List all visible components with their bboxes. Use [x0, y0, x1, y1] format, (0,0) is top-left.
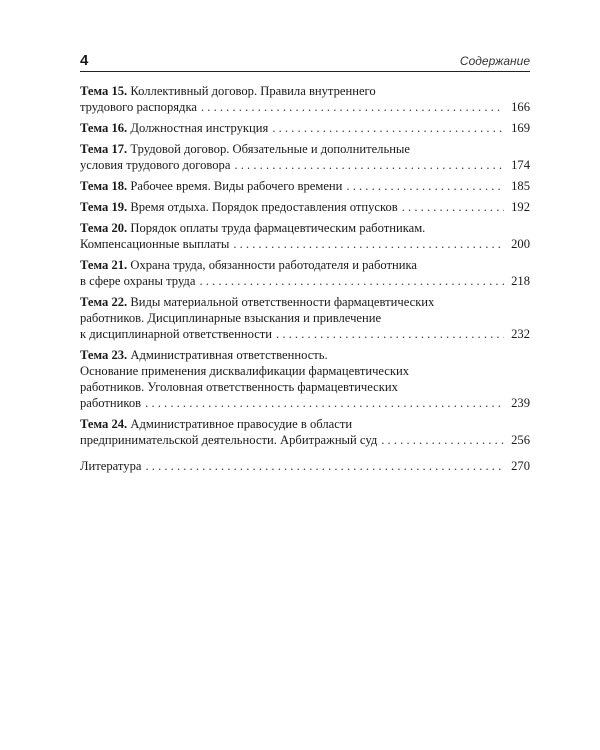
toc-entry-label: Тема 16.	[80, 121, 128, 135]
dot-leader	[233, 236, 504, 252]
toc-entry-last-line	[80, 326, 530, 342]
toc-entry-line	[80, 294, 530, 310]
toc-entry	[80, 257, 530, 289]
toc-entry-text	[80, 432, 377, 448]
toc-entry-text	[80, 99, 197, 115]
toc-entry-line	[80, 141, 530, 157]
toc-entry-label: Тема 19.	[80, 200, 128, 214]
toc-entry-last-line	[80, 157, 530, 173]
dot-leader	[402, 199, 504, 215]
toc-entry-line	[80, 379, 530, 395]
toc-entry-label: Тема 15.	[80, 84, 128, 98]
toc-entry-text	[80, 199, 398, 215]
toc-entry	[80, 220, 530, 252]
toc-entry-page: 192	[511, 200, 530, 214]
toc-entry-text	[80, 348, 328, 362]
toc-entry-last-line	[80, 120, 530, 136]
toc-entry-text	[80, 178, 342, 194]
toc-entry-title-line: Компенсационные выплаты	[80, 237, 230, 251]
toc-entry-page: 232	[511, 327, 530, 341]
toc-entry-title-line: условия трудового договора	[80, 158, 231, 172]
running-head: Содержание	[459, 54, 530, 68]
toc-entry-text	[80, 326, 272, 342]
dot-leader	[145, 458, 504, 474]
toc-entry-label: Тема 17.	[80, 142, 128, 156]
toc-entry-line	[80, 363, 530, 379]
table-of-contents	[80, 83, 530, 479]
toc-entry-page: 200	[511, 237, 530, 251]
toc-entry-title-line: Литература	[80, 459, 142, 473]
toc-entry	[80, 141, 530, 173]
toc-entry-line	[80, 347, 530, 363]
toc-entry-text	[80, 295, 434, 309]
toc-entry-title-line: в сфере охраны труда	[80, 274, 196, 288]
toc-entry-text	[80, 395, 141, 411]
dot-leader	[199, 273, 504, 289]
toc-entry-page: 218	[511, 274, 530, 288]
toc-entry-page: 256	[511, 433, 530, 447]
toc-entry-last-line	[80, 395, 530, 411]
toc-entry-text	[80, 273, 195, 289]
toc-entry	[80, 83, 530, 115]
toc-entry-text	[80, 236, 229, 252]
toc-entry-title-line: Охрана труда, обязанности работодателя и работника	[130, 258, 418, 272]
toc-entry	[80, 294, 530, 342]
toc-entry-title-line: Административная ответственность.	[130, 348, 328, 362]
toc-entry-title-line: работников. Уголовная ответственность фармацевтических	[80, 380, 398, 394]
toc-entry-last-line	[80, 432, 530, 448]
toc-entry	[80, 199, 530, 215]
toc-entry-label: Тема 18.	[80, 179, 128, 193]
toc-entry-last-line	[80, 178, 530, 194]
toc-entry-page: 239	[511, 396, 530, 410]
dot-leader	[276, 326, 504, 342]
toc-entry-text	[80, 458, 141, 474]
toc-entry-last-line	[80, 273, 530, 289]
toc-entry	[80, 416, 530, 448]
toc-entry-title-line: Основание применения дисквалификации фармацевтических	[80, 364, 410, 378]
page-number: 4	[80, 52, 89, 69]
toc-entry-line	[80, 83, 530, 99]
toc-entry-text	[80, 120, 268, 136]
toc-entry-title-line: работников	[80, 396, 142, 410]
toc-entry-text	[80, 311, 381, 325]
toc-entry-line	[80, 416, 530, 432]
toc-entry-text	[80, 157, 230, 173]
toc-entry-title-line: трудового распорядка	[80, 100, 197, 114]
toc-entry-title-line: Трудовой договор. Обязательные и дополнительные	[130, 142, 410, 156]
dot-leader	[346, 178, 504, 194]
dot-leader	[201, 99, 504, 115]
toc-entry	[80, 347, 530, 411]
toc-entry-label: Тема 24.	[80, 417, 128, 431]
toc-entry-title-line: Виды материальной ответственности фармацевтических	[130, 295, 435, 309]
toc-entry-title-line: работников. Дисциплинарные взыскания и привлечение	[80, 311, 382, 325]
toc-entry-title-line: предпринимательской деятельности. Арбитражный суд	[80, 433, 378, 447]
toc-entry-page: 166	[511, 100, 530, 114]
toc-entry-label: Тема 20.	[80, 221, 128, 235]
toc-entry	[80, 458, 530, 474]
toc-entry	[80, 178, 530, 194]
toc-entry-label: Тема 21.	[80, 258, 128, 272]
toc-entry-title-line: Рабочее время. Виды рабочего времени	[130, 179, 343, 193]
toc-entry-page: 174	[511, 158, 530, 172]
toc-entry-last-line	[80, 236, 530, 252]
toc-entry-title-line: к дисциплинарной ответственности	[80, 327, 273, 341]
dot-leader	[272, 120, 504, 136]
toc-entry-title-line: Коллективный договор. Правила внутреннего	[130, 84, 376, 98]
toc-entry	[80, 120, 530, 136]
toc-entry-last-line	[80, 99, 530, 115]
toc-entry-last-line	[80, 458, 530, 474]
toc-entry-title-line: Административное правосудие в области	[130, 417, 353, 431]
dot-leader	[145, 395, 504, 411]
toc-entry-page: 169	[511, 121, 530, 135]
toc-entry-label: Тема 22.	[80, 295, 128, 309]
toc-entry-page: 270	[511, 459, 530, 473]
toc-entry-text	[80, 84, 376, 98]
toc-entry-line	[80, 220, 530, 236]
toc-entry-title-line: Время отдыха. Порядок предоставления отпусков	[130, 200, 398, 214]
toc-entry-line	[80, 257, 530, 273]
toc-entry-title-line: Порядок оплаты труда фармацевтическим работникам.	[130, 221, 426, 235]
toc-entry-line	[80, 310, 530, 326]
toc-entry-text	[80, 258, 417, 272]
dot-leader	[381, 432, 504, 448]
toc-entry-title-line: Должностная инструкция	[130, 121, 269, 135]
toc-entry-page: 185	[511, 179, 530, 193]
toc-entry-text	[80, 364, 409, 378]
dot-leader	[234, 157, 504, 173]
toc-entry-last-line	[80, 199, 530, 215]
toc-entry-text	[80, 380, 398, 394]
toc-entry-text	[80, 417, 352, 431]
toc-entry-text	[80, 142, 410, 156]
toc-entry-text	[80, 221, 425, 235]
header-rule	[80, 71, 530, 72]
toc-entry-label: Тема 23.	[80, 348, 128, 362]
